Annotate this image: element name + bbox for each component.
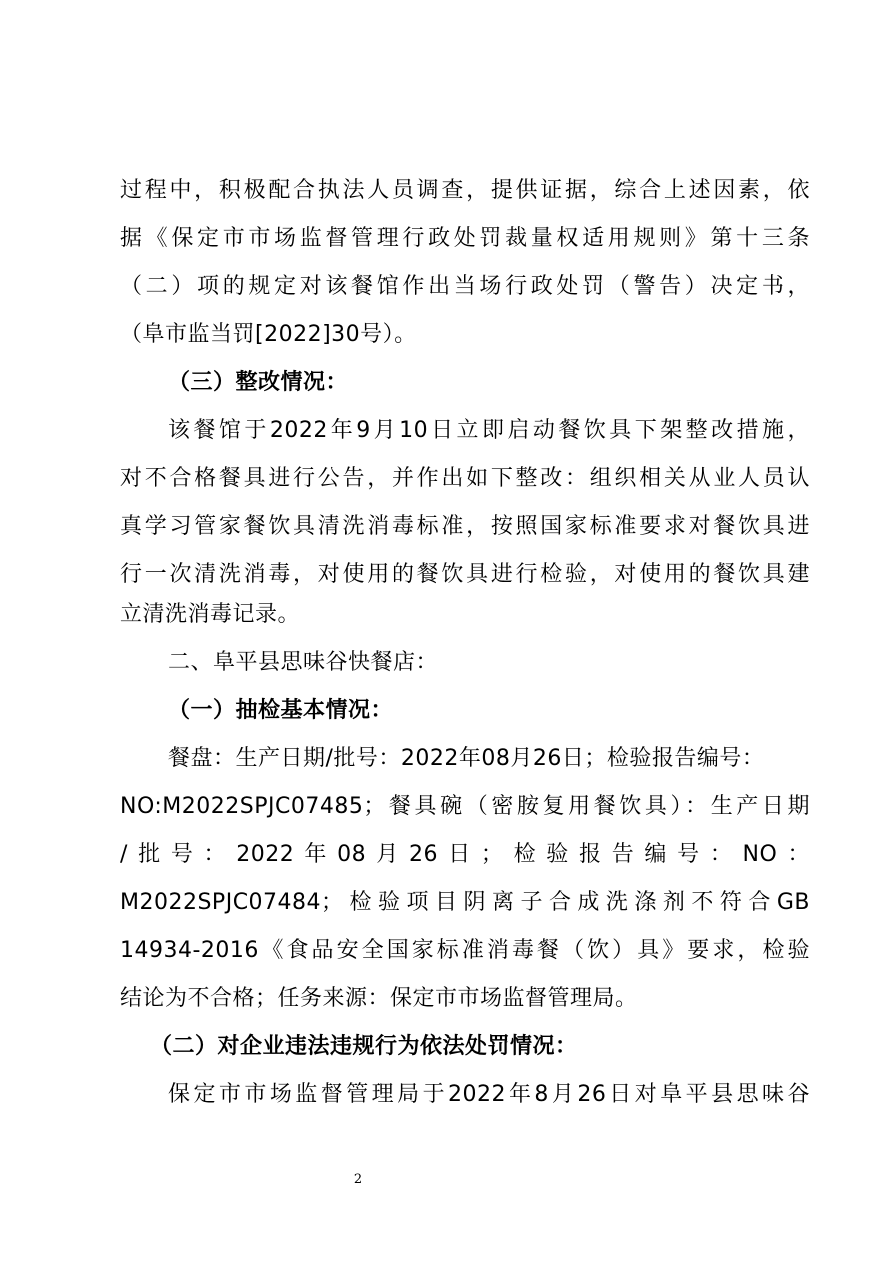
body-line-13: 餐盘：生产日期/批号：2022年08月26日；检验报告编号： xyxy=(168,746,765,771)
body-line-7: 对不合格餐具进行公告，并作出如下整改：组织相关从业人员认 xyxy=(120,466,810,491)
body-line-1: 过程中，积极配合执法人员调查，提供证据，综合上述因素，依 xyxy=(120,178,810,203)
body-line-4: （阜市监当罚[2022]30号）。 xyxy=(120,322,417,347)
section-heading-second-store: 二、阜平县思味谷快餐店： xyxy=(168,650,439,675)
body-line-8: 真学习管家餐饮具清洗消毒标准，按照国家标准要求对餐饮具进 xyxy=(120,514,810,539)
body-line-2: 据《保定市市场监督管理行政处罚裁量权适用规则》第十三条 xyxy=(120,226,810,251)
page-number: 2 xyxy=(353,1172,363,1187)
body-line-17: 14934-2016《食品安全国家标准消毒餐（饮）具》要求，检验 xyxy=(120,938,810,963)
section-heading-penalty: （二）对企业违法违规行为依法处罚情况： xyxy=(150,1034,578,1059)
body-line-14: NO:M2022SPJC07485；餐具碗（密胺复用餐饮具）：生产日期 xyxy=(120,794,810,819)
body-line-9: 行一次清洗消毒，对使用的餐饮具进行检验，对使用的餐饮具建 xyxy=(120,562,810,587)
body-line-18: 结论为不合格；任务来源：保定市市场监督管理局。 xyxy=(120,986,638,1011)
body-line-16: M2022SPJC07484；检验项目阴离子合成洗涤剂不符合GB xyxy=(120,890,810,915)
body-line-10: 立清洗消毒记录。 xyxy=(120,602,301,627)
body-line-15: /批号：2022年08月26日；检验报告编号：NO： xyxy=(120,842,810,867)
section-heading-inspection: （一）抽检基本情况： xyxy=(168,698,394,723)
body-line-3: （二）项的规定对该餐馆作出当场行政处罚（警告）决定书， xyxy=(120,274,810,299)
section-heading-rectification: （三）整改情况： xyxy=(168,370,349,395)
body-line-6: 该餐馆于2022年9月10日立即启动餐饮具下架整改措施， xyxy=(168,418,810,443)
body-line-20: 保定市市场监督管理局于2022年8月26日对阜平县思味谷 xyxy=(168,1082,810,1107)
